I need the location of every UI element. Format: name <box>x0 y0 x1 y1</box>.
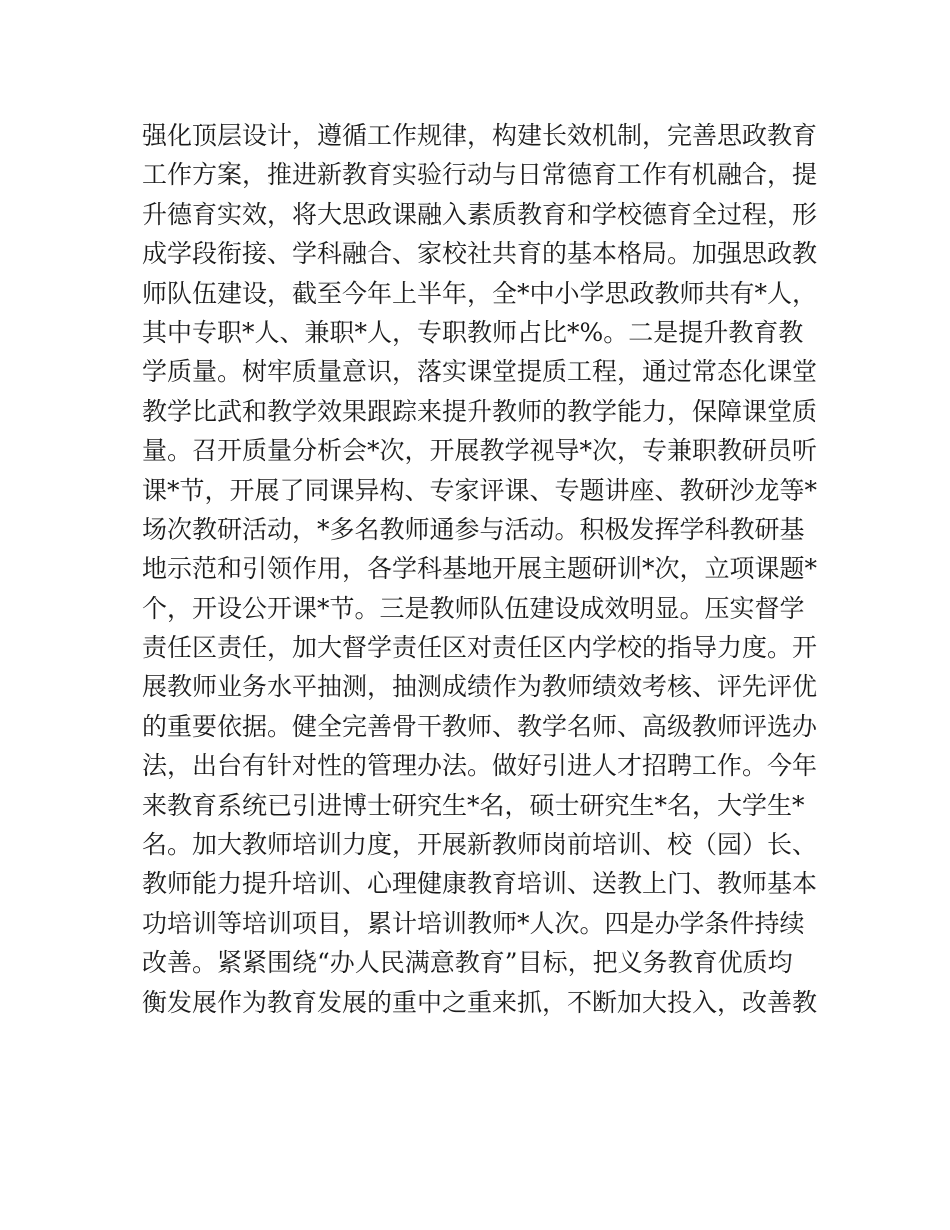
text-line-18: 来教育系统已引进博士研究生*名，硕士研究生*名，大学生* <box>142 790 805 820</box>
text-line-15: 展教师业务水平抽测，抽测成绩作为教师绩效考核、评先评优 <box>142 672 818 702</box>
text-line-19: 名。加大教师培训力度，开展新教师岗前培训、校（园）长、 <box>142 830 818 860</box>
text-line-13: 个，开设公开课*节。三是教师队伍建设成效明显。压实督学 <box>142 593 805 623</box>
text-line-1: 强化顶层设计，遵循工作规律，构建长效机制，完善思政教育 <box>142 121 818 150</box>
text-line-22: 改善。紧紧围绕“办人民满意教育”目标，把义务教育优质均 <box>142 948 793 978</box>
text-line-4: 成学段衔接、学科融合、家校社共育的基本格局。加强思政教 <box>142 239 818 269</box>
text-line-10: 课*节，开展了同课异构、专家评课、专题讲座、教研沙龙等* <box>142 475 818 505</box>
text-line-5: 师队伍建设，截至今年上半年，全*中小学思政教师共有*人， <box>142 278 818 308</box>
text-line-17: 法，出台有针对性的管理办法。做好引进人才招聘工作。今年 <box>142 751 818 781</box>
text-line-12: 地示范和引领作用，各学科基地开展主题研训*次，立项课题* <box>142 554 818 584</box>
text-line-2: 工作方案，推进新教育实验行动与日常德育工作有机融合，提 <box>142 160 818 190</box>
text-line-9: 量。召开质量分析会*次，开展教学视导*次，专兼职教研员听 <box>142 436 818 466</box>
text-line-8: 教学比武和教学效果跟踪来提升教师的教学能力，保障课堂质 <box>142 396 818 426</box>
text-line-7: 学质量。树牢质量意识，落实课堂提质工程，通过常态化课堂 <box>142 357 818 387</box>
text-line-14: 责任区责任，加大督学责任区对责任区内学校的指导力度。开 <box>142 633 818 663</box>
body-paragraph <box>142 116 822 1022</box>
text-line-21: 功培训等培训项目，累计培训教师*人次。四是办学条件持续 <box>142 908 805 938</box>
text-line-20: 教师能力提升培训、心理健康教育培训、送教上门、教师基本 <box>142 869 818 899</box>
text-line-23: 衡发展作为教育发展的重中之重来抓，不断加大投入，改善教 <box>142 987 818 1017</box>
text-line-6: 其中专职*人、兼职*人，专职教师占比*%。二是提升教育教 <box>142 317 804 347</box>
text-line-11: 场次教研活动，*多名教师通参与活动。积极发挥学科教研基 <box>142 514 805 544</box>
text-line-3: 升德育实效，将大思政课融入素质教育和学校德育全过程，形 <box>142 199 818 229</box>
text-line-16: 的重要依据。健全完善骨干教师、教学名师、高级教师评选办 <box>142 711 818 741</box>
